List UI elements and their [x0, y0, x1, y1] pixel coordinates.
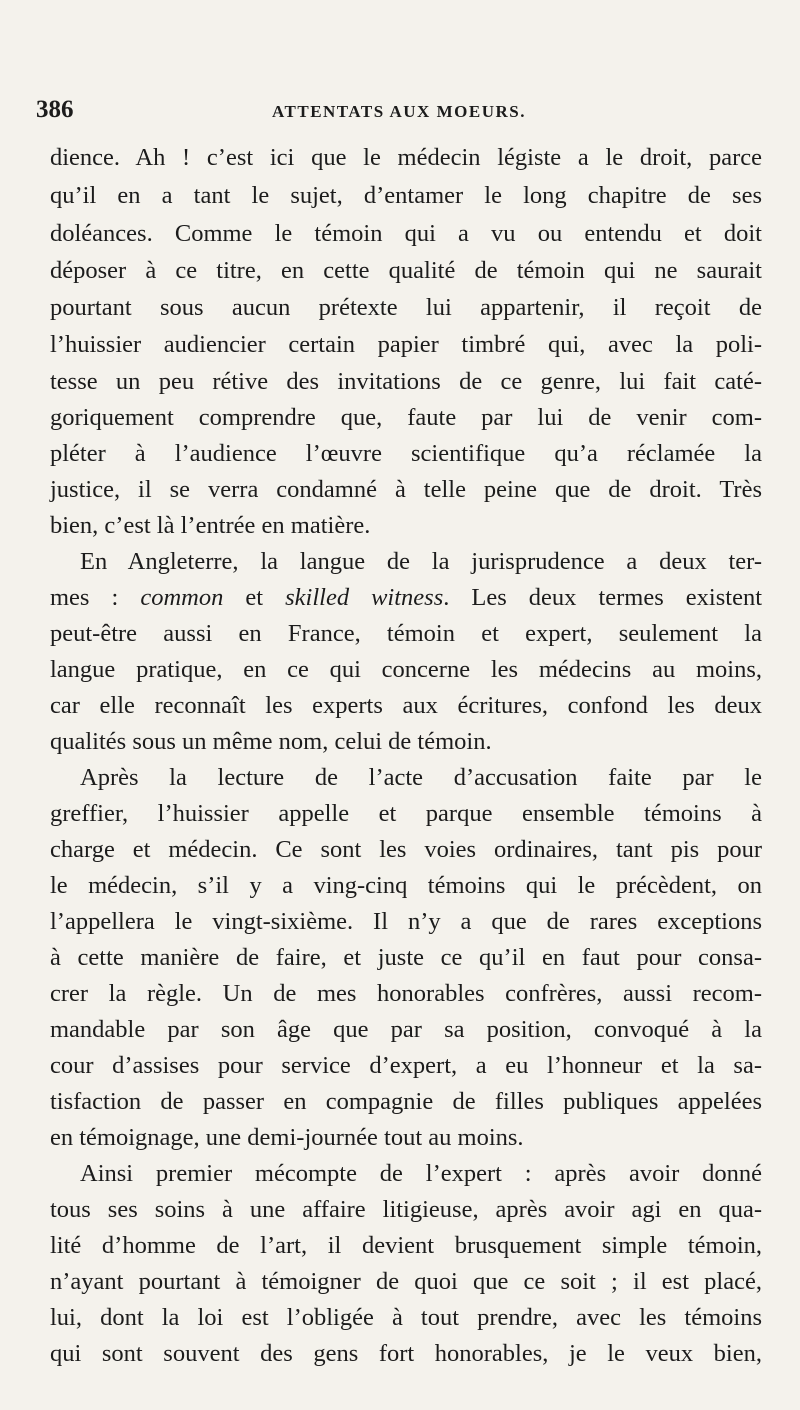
text-line: dience. Ah ! c’est ici que le médecin légiste a le droit, parce	[50, 144, 762, 171]
text-line: tesse un peu rétive des invitations de ce genre, lui fait caté-	[50, 368, 762, 395]
text-line: goriquement comprendre que, faute par lui de venir com-	[50, 404, 762, 431]
text-line: tous ses soins à une affaire litigieuse, après avoir agi en qua-	[50, 1196, 762, 1223]
text-line: tisfaction de passer en compagnie de filles publiques appelées	[50, 1088, 762, 1115]
text-line: qualités sous un même nom, celui de témoin.	[50, 728, 492, 755]
text-line: qui sont souvent des gens fort honorables, je le veux bien,	[50, 1340, 762, 1367]
text-line: Ainsi premier mécompte de l’expert : après avoir donné	[80, 1160, 762, 1187]
italic-term: common	[140, 584, 224, 611]
text-line: charge et médecin. Ce sont les voies ordinaires, tant pis pour	[50, 836, 762, 863]
text-line: peut-être aussi en France, témoin et expert, seulement la	[50, 620, 762, 647]
text-line: Après la lecture de l’acte d’accusation faite par le	[80, 764, 762, 791]
page-number: 386	[36, 96, 74, 123]
text-line: crer la règle. Un de mes honorables confrères, aussi recom-	[50, 980, 762, 1007]
text-line: en témoignage, une demi-journée tout au moins.	[50, 1124, 524, 1151]
text-line: greffier, l’huissier appelle et parque ensemble témoins à	[50, 800, 762, 827]
running-title: ATTENTATS AUX MOEURS.	[272, 102, 526, 121]
text-segment: mes :	[50, 584, 141, 611]
text-line: langue pratique, en ce qui concerne les médecins au moins,	[50, 656, 762, 683]
running-head	[36, 96, 736, 130]
text-line: En Angleterre, la langue de la jurisprudence a deux ter-	[80, 548, 762, 575]
text-line: pléter à l’audience l’œuvre scientifique qu’a réclamée la	[50, 440, 762, 467]
italic-term: skilled witness	[285, 584, 444, 611]
text-line: doléances. Comme le témoin qui a vu ou entendu et doit	[50, 220, 762, 247]
text-line: lui, dont la loi est l’obligée à tout prendre, avec les témoins	[50, 1304, 762, 1331]
text-line: justice, il se verra condamné à telle peine que de droit. Très	[50, 476, 762, 503]
text-line: bien, c’est là l’entrée en matière.	[50, 512, 371, 539]
text-line: car elle reconnaît les experts aux écritures, confond les deux	[50, 692, 762, 719]
text-segment: et	[223, 584, 286, 611]
text-line: pourtant sous aucun prétexte lui appartenir, il reçoit de	[50, 294, 762, 321]
text-line	[50, 580, 762, 616]
text-line: lité d’homme de l’art, il devient brusquement simple témoin,	[50, 1232, 762, 1259]
text-line: n’ayant pourtant à témoigner de quoi que ce soit ; il est placé,	[50, 1268, 762, 1295]
text-line: mandable par son âge que par sa position, convoqué à la	[50, 1016, 762, 1043]
text-line: le médecin, s’il y a ving-cinq témoins qui le précèdent, on	[50, 872, 762, 899]
text-line: cour d’assises pour service d’expert, a eu l’honneur et la sa-	[50, 1052, 762, 1079]
text-line: déposer à ce titre, en cette qualité de témoin qui ne saurait	[50, 257, 762, 284]
text-line: l’appellera le vingt-sixième. Il n’y a que de rares exceptions	[50, 908, 762, 935]
text-line: qu’il en a tant le sujet, d’entamer le long chapitre de ses	[50, 182, 762, 209]
text-line: l’huissier audiencier certain papier timbré qui, avec la poli-	[50, 331, 762, 358]
text-segment: . Les deux termes existent	[443, 584, 763, 611]
text-line: à cette manière de faire, et juste ce qu’il en faut pour consa-	[50, 944, 762, 971]
